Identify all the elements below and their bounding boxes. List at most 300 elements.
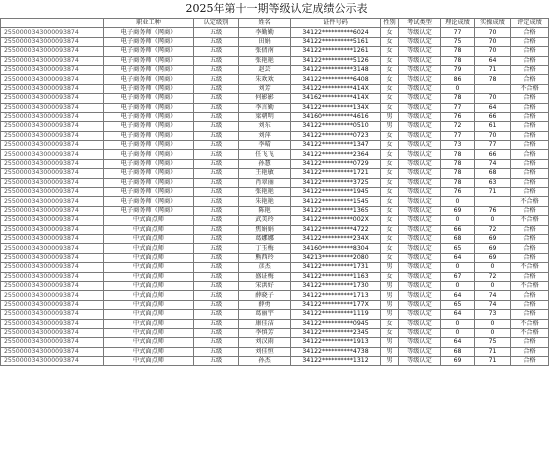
score-table bbox=[0, 18, 549, 366]
level-cell: 五级 bbox=[194, 28, 239, 37]
name-cell: 葛丽宇 bbox=[239, 310, 291, 319]
gender-cell: 女 bbox=[381, 56, 399, 65]
occupation-cell: 电子商务师（网商） bbox=[104, 37, 194, 46]
exam-type-cell: 等级认定 bbox=[399, 169, 441, 178]
table-row bbox=[1, 338, 549, 347]
batch-id-cell: 2550000343000093874 bbox=[1, 328, 104, 337]
batch-id-cell: 2550000343000093874 bbox=[1, 112, 104, 121]
result-cell: 不合格 bbox=[511, 319, 549, 328]
level-cell: 五级 bbox=[194, 169, 239, 178]
name-cell: 梁朝明 bbox=[239, 112, 291, 121]
theory-score-cell: 78 bbox=[441, 56, 475, 65]
occupation-cell: 电子商务师（网商） bbox=[104, 84, 194, 93]
exam-type-cell: 等级认定 bbox=[399, 244, 441, 253]
gender-cell: 男 bbox=[381, 112, 399, 121]
exam-type-cell: 等级认定 bbox=[399, 225, 441, 234]
practical-score-cell: 64 bbox=[475, 103, 511, 112]
name-cell: 张倩南 bbox=[239, 47, 291, 56]
id-number-cell: 34122**********0729 bbox=[291, 159, 381, 168]
batch-id-cell: 2550000343000093874 bbox=[1, 122, 104, 131]
gender-cell: 女 bbox=[381, 150, 399, 159]
result-cell: 不合格 bbox=[511, 197, 549, 206]
practical-score-cell bbox=[475, 197, 511, 206]
table-row bbox=[1, 225, 549, 234]
name-cell: 武美玲 bbox=[239, 216, 291, 225]
id-number-cell: 34213**********2080 bbox=[291, 253, 381, 262]
id-number-cell: 34122**********1119 bbox=[291, 310, 381, 319]
exam-type-cell: 等级认定 bbox=[399, 216, 441, 225]
gender-cell: 男 bbox=[381, 281, 399, 290]
batch-id-cell: 2550000343000093874 bbox=[1, 103, 104, 112]
practical-score-cell: 64 bbox=[475, 56, 511, 65]
level-cell: 五级 bbox=[194, 56, 239, 65]
theory-score-cell: 68 bbox=[441, 234, 475, 243]
batch-id-cell: 2550000343000093874 bbox=[1, 169, 104, 178]
id-number-cell: 34122**********5126 bbox=[291, 56, 381, 65]
practical-score-cell: 76 bbox=[475, 206, 511, 215]
gender-cell: 女 bbox=[381, 84, 399, 93]
occupation-cell: 中式面点师 bbox=[104, 234, 194, 243]
name-cell: 赵芸 bbox=[239, 65, 291, 74]
gender-cell: 女 bbox=[381, 234, 399, 243]
level-cell: 五级 bbox=[194, 234, 239, 243]
id-number-cell: 34122**********4722 bbox=[291, 225, 381, 234]
batch-id-cell: 2550000343000093874 bbox=[1, 234, 104, 243]
batch-id-cell: 2550000343000093874 bbox=[1, 300, 104, 309]
occupation-cell: 电子商务师（网商） bbox=[104, 150, 194, 159]
table-row bbox=[1, 188, 549, 197]
theory-score-cell: 78 bbox=[441, 178, 475, 187]
theory-score-cell: 77 bbox=[441, 103, 475, 112]
name-cell: 盛证梅 bbox=[239, 272, 291, 281]
batch-id-cell: 2550000343000093874 bbox=[1, 94, 104, 103]
gender-cell: 女 bbox=[381, 328, 399, 337]
name-cell: 朱艳艳 bbox=[239, 197, 291, 206]
table-row bbox=[1, 75, 549, 84]
gender-cell: 女 bbox=[381, 141, 399, 150]
result-cell: 合格 bbox=[511, 141, 549, 150]
gender-cell: 女 bbox=[381, 216, 399, 225]
batch-id-cell: 2550000343000093874 bbox=[1, 84, 104, 93]
name-cell: 陈艳 bbox=[239, 206, 291, 215]
id-number-cell: 34162**********414X bbox=[291, 94, 381, 103]
name-cell: 田娟 bbox=[239, 37, 291, 46]
theory-score-cell: 69 bbox=[441, 357, 475, 366]
result-cell: 不合格 bbox=[511, 281, 549, 290]
table-row bbox=[1, 328, 549, 337]
id-number-cell: 34122**********177X bbox=[291, 300, 381, 309]
gender-cell: 女 bbox=[381, 188, 399, 197]
practical-score-cell: 0 bbox=[475, 281, 511, 290]
id-number-cell: 34122**********1913 bbox=[291, 338, 381, 347]
theory-score-cell: 0 bbox=[441, 319, 475, 328]
gender-cell: 女 bbox=[381, 178, 399, 187]
name-cell: 肖翠丽 bbox=[239, 178, 291, 187]
exam-type-cell: 等级认定 bbox=[399, 253, 441, 262]
practical-score-cell: 77 bbox=[475, 141, 511, 150]
occupation-cell: 电子商务师（网商） bbox=[104, 206, 194, 215]
result-cell: 合格 bbox=[511, 310, 549, 319]
id-number-cell: 34122**********1312 bbox=[291, 357, 381, 366]
batch-id-cell: 2550000343000093874 bbox=[1, 216, 104, 225]
gender-cell: 女 bbox=[381, 47, 399, 56]
theory-score-cell: 64 bbox=[441, 310, 475, 319]
theory-score-cell: 0 bbox=[441, 281, 475, 290]
id-number-cell: 34122**********6408 bbox=[291, 75, 381, 84]
level-cell: 五级 bbox=[194, 281, 239, 290]
table-row bbox=[1, 112, 549, 121]
name-cell: 刘芳 bbox=[239, 84, 291, 93]
result-cell: 不合格 bbox=[511, 216, 549, 225]
gender-cell: 男 bbox=[381, 347, 399, 356]
exam-type-cell: 等级认定 bbox=[399, 159, 441, 168]
batch-id-cell: 2550000343000093874 bbox=[1, 225, 104, 234]
practical-score-cell: 68 bbox=[475, 169, 511, 178]
batch-id-cell: 2550000343000093874 bbox=[1, 28, 104, 37]
table-row bbox=[1, 122, 549, 131]
practical-score-cell: 71 bbox=[475, 347, 511, 356]
id-number-cell: 34122**********2345 bbox=[291, 328, 381, 337]
exam-type-cell: 等级认定 bbox=[399, 131, 441, 140]
name-cell: 刘萍 bbox=[239, 131, 291, 140]
gender-cell: 女 bbox=[381, 131, 399, 140]
theory-score-cell: 78 bbox=[441, 47, 475, 56]
level-cell: 五级 bbox=[194, 112, 239, 121]
name-cell: 孙杰 bbox=[239, 357, 291, 366]
theory-score-cell: 64 bbox=[441, 338, 475, 347]
theory-score-cell: 75 bbox=[441, 37, 475, 46]
header-id-number: 证件号码 bbox=[291, 19, 381, 28]
table-row bbox=[1, 272, 549, 281]
practical-score-cell: 70 bbox=[475, 37, 511, 46]
level-cell: 五级 bbox=[194, 188, 239, 197]
result-cell: 合格 bbox=[511, 56, 549, 65]
id-number-cell: 34122**********1713 bbox=[291, 291, 381, 300]
gender-cell: 男 bbox=[381, 300, 399, 309]
practical-score-cell: 73 bbox=[475, 310, 511, 319]
level-cell: 五级 bbox=[194, 291, 239, 300]
table-row bbox=[1, 347, 549, 356]
batch-id-cell: 2550000343000093874 bbox=[1, 188, 104, 197]
practical-score-cell: 72 bbox=[475, 272, 511, 281]
theory-score-cell: 64 bbox=[441, 253, 475, 262]
name-cell: 朱欢欢 bbox=[239, 75, 291, 84]
table-row bbox=[1, 84, 549, 93]
gender-cell: 男 bbox=[381, 122, 399, 131]
batch-id-cell: 2550000343000093874 bbox=[1, 56, 104, 65]
table-row bbox=[1, 263, 549, 272]
occupation-cell: 中式面点师 bbox=[104, 291, 194, 300]
header-gender: 性别 bbox=[381, 19, 399, 28]
practical-score-cell: 63 bbox=[475, 178, 511, 187]
practical-score-cell: 70 bbox=[475, 94, 511, 103]
theory-score-cell: 67 bbox=[441, 272, 475, 281]
theory-score-cell: 78 bbox=[441, 159, 475, 168]
name-cell: 宋洪好 bbox=[239, 281, 291, 290]
result-cell: 合格 bbox=[511, 234, 549, 243]
table-row bbox=[1, 169, 549, 178]
practical-score-cell: 0 bbox=[475, 328, 511, 337]
result-cell: 合格 bbox=[511, 47, 549, 56]
level-cell: 五级 bbox=[194, 253, 239, 262]
practical-score-cell: 70 bbox=[475, 47, 511, 56]
header-row bbox=[1, 19, 549, 28]
name-cell: 刘佳恒 bbox=[239, 347, 291, 356]
name-cell: 彦杰 bbox=[239, 263, 291, 272]
result-cell: 合格 bbox=[511, 169, 549, 178]
practical-score-cell: 69 bbox=[475, 234, 511, 243]
theory-score-cell: 66 bbox=[441, 225, 475, 234]
exam-type-cell: 等级认定 bbox=[399, 338, 441, 347]
exam-type-cell: 等级认定 bbox=[399, 281, 441, 290]
level-cell: 五级 bbox=[194, 159, 239, 168]
theory-score-cell: 76 bbox=[441, 188, 475, 197]
name-cell: 王艳敏 bbox=[239, 169, 291, 178]
header-practical-score: 实操成绩 bbox=[475, 19, 511, 28]
gender-cell: 男 bbox=[381, 291, 399, 300]
exam-type-cell: 等级认定 bbox=[399, 291, 441, 300]
exam-type-cell: 等级认定 bbox=[399, 310, 441, 319]
id-number-cell: 34122**********1365 bbox=[291, 206, 381, 215]
gender-cell: 男 bbox=[381, 310, 399, 319]
practical-score-cell: 0 bbox=[475, 263, 511, 272]
table-row bbox=[1, 65, 549, 74]
result-cell: 合格 bbox=[511, 37, 549, 46]
practical-score-cell: 71 bbox=[475, 357, 511, 366]
theory-score-cell: 78 bbox=[441, 150, 475, 159]
batch-id-cell: 2550000343000093874 bbox=[1, 310, 104, 319]
header-blank bbox=[1, 19, 104, 28]
id-number-cell: 34122**********2364 bbox=[291, 150, 381, 159]
exam-type-cell: 等级认定 bbox=[399, 84, 441, 93]
occupation-cell: 中式面点师 bbox=[104, 263, 194, 272]
header-name: 姓名 bbox=[239, 19, 291, 28]
batch-id-cell: 2550000343000093874 bbox=[1, 357, 104, 366]
id-number-cell: 34122**********234X bbox=[291, 234, 381, 243]
exam-type-cell: 等级认定 bbox=[399, 272, 441, 281]
header-occupation: 职业工种 bbox=[104, 19, 194, 28]
level-cell: 五级 bbox=[194, 216, 239, 225]
batch-id-cell: 2550000343000093874 bbox=[1, 338, 104, 347]
table-row bbox=[1, 234, 549, 243]
practical-score-cell: 70 bbox=[475, 28, 511, 37]
id-number-cell: 34122**********5161 bbox=[291, 37, 381, 46]
id-number-cell: 34122**********1163 bbox=[291, 272, 381, 281]
batch-id-cell: 2550000343000093874 bbox=[1, 263, 104, 272]
result-cell: 合格 bbox=[511, 75, 549, 84]
practical-score-cell: 66 bbox=[475, 112, 511, 121]
result-cell: 合格 bbox=[511, 225, 549, 234]
sheet-title: 2025年第十一期等级认定成绩公示表 bbox=[185, 2, 368, 15]
name-cell: 李晴 bbox=[239, 141, 291, 150]
occupation-cell: 电子商务师（网商） bbox=[104, 75, 194, 84]
gender-cell: 女 bbox=[381, 37, 399, 46]
table-row bbox=[1, 300, 549, 309]
result-cell: 合格 bbox=[511, 178, 549, 187]
exam-type-cell: 等级认定 bbox=[399, 300, 441, 309]
batch-id-cell: 2550000343000093874 bbox=[1, 206, 104, 215]
occupation-cell: 中式面点师 bbox=[104, 338, 194, 347]
practical-score-cell: 69 bbox=[475, 244, 511, 253]
table-row bbox=[1, 131, 549, 140]
table-row bbox=[1, 319, 549, 328]
id-number-cell: 34122**********134X bbox=[291, 103, 381, 112]
level-cell: 五级 bbox=[194, 84, 239, 93]
occupation-cell: 中式面点师 bbox=[104, 216, 194, 225]
gender-cell: 女 bbox=[381, 197, 399, 206]
gender-cell: 女 bbox=[381, 244, 399, 253]
theory-score-cell: 0 bbox=[441, 197, 475, 206]
id-number-cell: 34122**********0945 bbox=[291, 319, 381, 328]
level-cell: 五级 bbox=[194, 357, 239, 366]
id-number-cell: 34122**********3725 bbox=[291, 178, 381, 187]
batch-id-cell: 2550000343000093874 bbox=[1, 150, 104, 159]
result-cell: 合格 bbox=[511, 338, 549, 347]
gender-cell: 女 bbox=[381, 103, 399, 112]
table-row bbox=[1, 291, 549, 300]
table-row bbox=[1, 28, 549, 37]
gender-cell: 女 bbox=[381, 206, 399, 215]
theory-score-cell: 0 bbox=[441, 328, 475, 337]
result-cell: 不合格 bbox=[511, 328, 549, 337]
result-cell: 合格 bbox=[511, 159, 549, 168]
id-number-cell: 34160**********8304 bbox=[291, 244, 381, 253]
result-cell: 合格 bbox=[511, 103, 549, 112]
occupation-cell: 中式面点师 bbox=[104, 272, 194, 281]
gender-cell: 男 bbox=[381, 263, 399, 272]
exam-type-cell: 等级认定 bbox=[399, 103, 441, 112]
exam-type-cell: 等级认定 bbox=[399, 65, 441, 74]
id-number-cell: 34122**********0723 bbox=[291, 131, 381, 140]
practical-score-cell: 0 bbox=[475, 216, 511, 225]
batch-id-cell: 2550000343000093874 bbox=[1, 178, 104, 187]
occupation-cell: 电子商务师（网商） bbox=[104, 94, 194, 103]
batch-id-cell: 2550000343000093874 bbox=[1, 65, 104, 74]
name-cell: 何影影 bbox=[239, 94, 291, 103]
occupation-cell: 电子商务师（网商） bbox=[104, 122, 194, 131]
table-row bbox=[1, 206, 549, 215]
gender-cell: 女 bbox=[381, 65, 399, 74]
result-cell: 合格 bbox=[511, 291, 549, 300]
occupation-cell: 中式面点师 bbox=[104, 319, 194, 328]
name-cell: 薛晓子 bbox=[239, 291, 291, 300]
table-row bbox=[1, 253, 549, 262]
occupation-cell: 电子商务师（网商） bbox=[104, 28, 194, 37]
table-row bbox=[1, 150, 549, 159]
theory-score-cell: 0 bbox=[441, 216, 475, 225]
theory-score-cell: 0 bbox=[441, 84, 475, 93]
theory-score-cell: 78 bbox=[441, 94, 475, 103]
table-row bbox=[1, 47, 549, 56]
occupation-cell: 中式面点师 bbox=[104, 244, 194, 253]
table-row bbox=[1, 281, 549, 290]
level-cell: 五级 bbox=[194, 197, 239, 206]
occupation-cell: 电子商务师（网商） bbox=[104, 65, 194, 74]
result-cell: 合格 bbox=[511, 131, 549, 140]
id-number-cell: 34122**********3148 bbox=[291, 65, 381, 74]
exam-type-cell: 等级认定 bbox=[399, 328, 441, 337]
batch-id-cell: 2550000343000093874 bbox=[1, 272, 104, 281]
occupation-cell: 中式面点师 bbox=[104, 300, 194, 309]
practical-score-cell: 71 bbox=[475, 65, 511, 74]
exam-type-cell: 等级认定 bbox=[399, 206, 441, 215]
result-cell: 合格 bbox=[511, 122, 549, 131]
result-cell: 合格 bbox=[511, 150, 549, 159]
occupation-cell: 电子商务师（网商） bbox=[104, 47, 194, 56]
name-cell: 李勤勤 bbox=[239, 28, 291, 37]
exam-type-cell: 等级认定 bbox=[399, 28, 441, 37]
table-row bbox=[1, 159, 549, 168]
id-number-cell: 34122**********1945 bbox=[291, 188, 381, 197]
name-cell: 张艳艳 bbox=[239, 188, 291, 197]
batch-id-cell: 2550000343000093874 bbox=[1, 347, 104, 356]
table-row bbox=[1, 37, 549, 46]
occupation-cell: 中式面点师 bbox=[104, 253, 194, 262]
theory-score-cell: 78 bbox=[441, 169, 475, 178]
id-number-cell: 34122**********6024 bbox=[291, 28, 381, 37]
level-cell: 五级 bbox=[194, 272, 239, 281]
practical-score-cell: 61 bbox=[475, 122, 511, 131]
exam-type-cell: 等级认定 bbox=[399, 47, 441, 56]
batch-id-cell: 2550000343000093874 bbox=[1, 319, 104, 328]
table-body bbox=[1, 28, 549, 366]
name-cell: 刘汉雨 bbox=[239, 338, 291, 347]
level-cell: 五级 bbox=[194, 122, 239, 131]
occupation-cell: 电子商务师（网商） bbox=[104, 131, 194, 140]
batch-id-cell: 2550000343000093874 bbox=[1, 281, 104, 290]
level-cell: 五级 bbox=[194, 65, 239, 74]
result-cell: 合格 bbox=[511, 112, 549, 121]
batch-id-cell: 2550000343000093874 bbox=[1, 37, 104, 46]
exam-type-cell: 等级认定 bbox=[399, 141, 441, 150]
name-cell: 薛勇 bbox=[239, 300, 291, 309]
level-cell: 五级 bbox=[194, 347, 239, 356]
level-cell: 五级 bbox=[194, 300, 239, 309]
theory-score-cell: 77 bbox=[441, 28, 475, 37]
theory-score-cell: 79 bbox=[441, 65, 475, 74]
gender-cell: 女 bbox=[381, 169, 399, 178]
id-number-cell: 34160**********4616 bbox=[291, 112, 381, 121]
table-row bbox=[1, 178, 549, 187]
practical-score-cell: 74 bbox=[475, 291, 511, 300]
practical-score-cell: 74 bbox=[475, 300, 511, 309]
level-cell: 五级 bbox=[194, 263, 239, 272]
header-level: 认定级别 bbox=[194, 19, 239, 28]
name-cell: 焦娟娟 bbox=[239, 225, 291, 234]
name-cell: 李慎芳 bbox=[239, 328, 291, 337]
level-cell: 五级 bbox=[194, 75, 239, 84]
theory-score-cell: 73 bbox=[441, 141, 475, 150]
theory-score-cell: 72 bbox=[441, 122, 475, 131]
name-cell: 刘东 bbox=[239, 122, 291, 131]
occupation-cell: 中式面点师 bbox=[104, 281, 194, 290]
practical-score-cell: 78 bbox=[475, 75, 511, 84]
name-cell: 熊西玲 bbox=[239, 253, 291, 262]
practical-score-cell: 69 bbox=[475, 253, 511, 262]
exam-type-cell: 等级认定 bbox=[399, 56, 441, 65]
table-row bbox=[1, 244, 549, 253]
result-cell: 合格 bbox=[511, 253, 549, 262]
theory-score-cell: 69 bbox=[441, 206, 475, 215]
occupation-cell: 中式面点师 bbox=[104, 225, 194, 234]
practical-score-cell: 75 bbox=[475, 338, 511, 347]
name-cell: 丁玉梅 bbox=[239, 244, 291, 253]
id-number-cell: 34122**********0510 bbox=[291, 122, 381, 131]
result-cell: 合格 bbox=[511, 244, 549, 253]
result-cell: 合格 bbox=[511, 357, 549, 366]
practical-score-cell bbox=[475, 84, 511, 93]
result-cell: 不合格 bbox=[511, 263, 549, 272]
